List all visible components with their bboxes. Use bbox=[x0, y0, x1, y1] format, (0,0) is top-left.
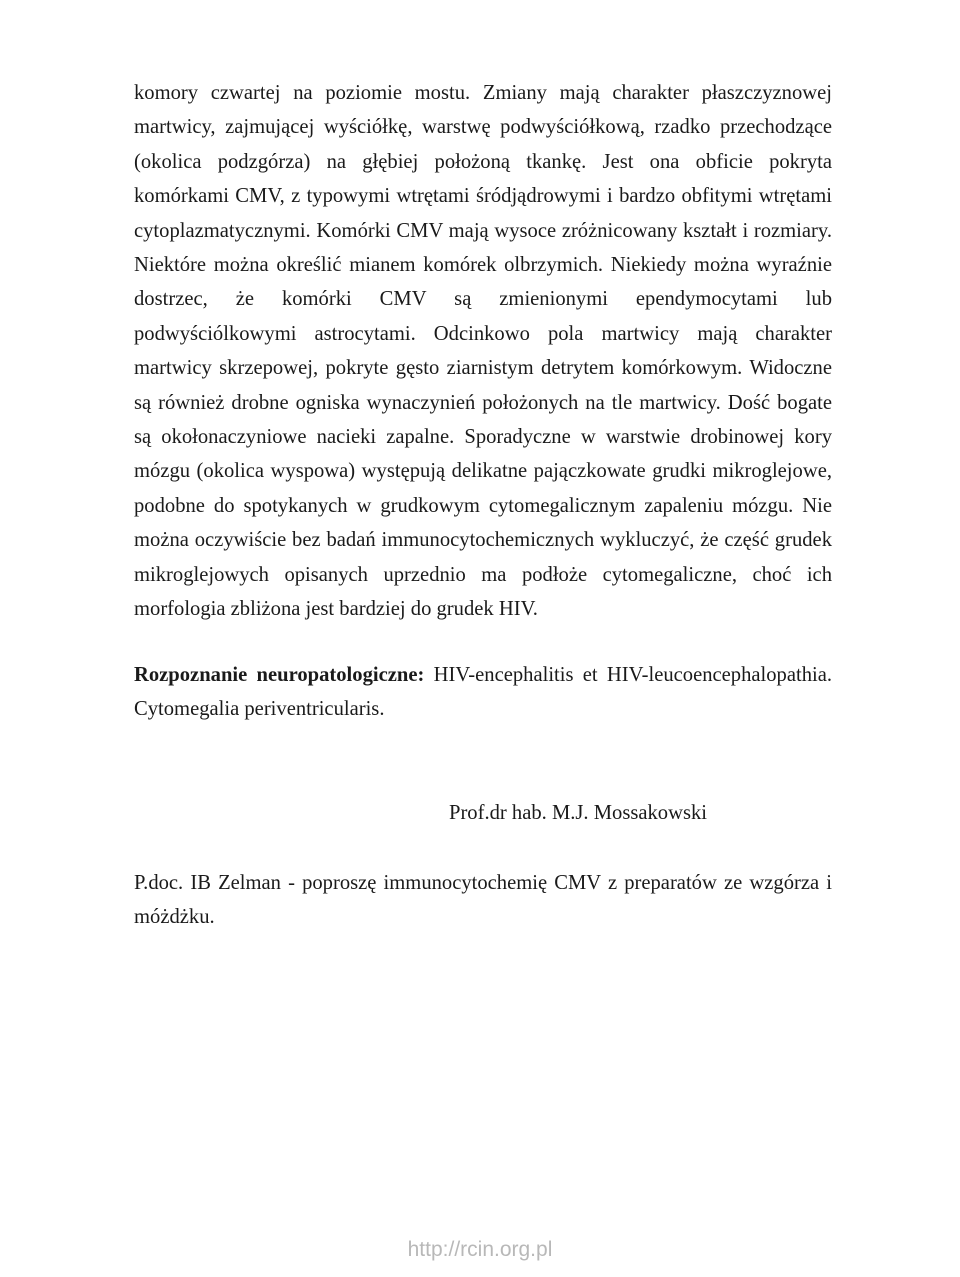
handwritten-note: P.doc. IB Zelman - poproszę immunocytochemię CMV z preparatów ze wzgórza i móżdżku. bbox=[134, 872, 832, 929]
body-paragraph: komory czwartej na poziomie mostu. Zmiany mają charakter płaszczyznowej martwicy, zajmującej wyściółkę, warstwę podwyściółkową, rzadko przechodzące (okolica podzgórza) na głębiej położoną tkankę. Jest ona obficie pokryta komórkami CMV, z typowymi wtrętami śródjądrowymi i bardzo obfitymi wtrętami cytoplazmatycznymi. Komórki CMV mają wysoce zróżnicowany kształt i rozmiary. Niektóre można określić mianem komórek olbrzymich. Niekiedy można wyraźnie dostrzec, że komórki CMV są zmienionymi ependymocytami lub podwyściólkowymi astrocytami. Odcinkowo pola martwicy mają charakter martwicy skrzepowej, pokryte gęsto ziarnistym detrytem komórkowym. Widoczne są również drobne ogniska wynaczynień położonych na tle martwicy. Dość bogate są okołonaczyniowe nacieki zapalne. Sporadyczne w warstwie drobinowej kory mózgu (okolica wyspowa) występują delikatne pajączkowate grudki mikroglejowe, podobne do spotykanych w grudkowym cytomegalicznym zapaleniu mózgu. Nie można oczywiście bez badań immunocytochemicznych wykluczyć, że część grudek mikroglejowych opisanych uprzednio ma podłoże cytomegaliczne, choć ich morfologia zbliżona jest bardziej do grudek HIV. bbox=[134, 82, 832, 621]
diagnosis-paragraph bbox=[134, 658, 832, 727]
diagnosis-text: HIV-encephalitis et HIV-leucoencephalopathia. Cytomegalia periventricularis. bbox=[134, 664, 833, 721]
footer-url: http://rcin.org.pl bbox=[407, 1238, 553, 1261]
diagnosis-label: Rozpoznanie neuropatologiczne: bbox=[134, 664, 425, 686]
signature: Prof.dr hab. M.J. Mossakowski bbox=[449, 802, 707, 824]
